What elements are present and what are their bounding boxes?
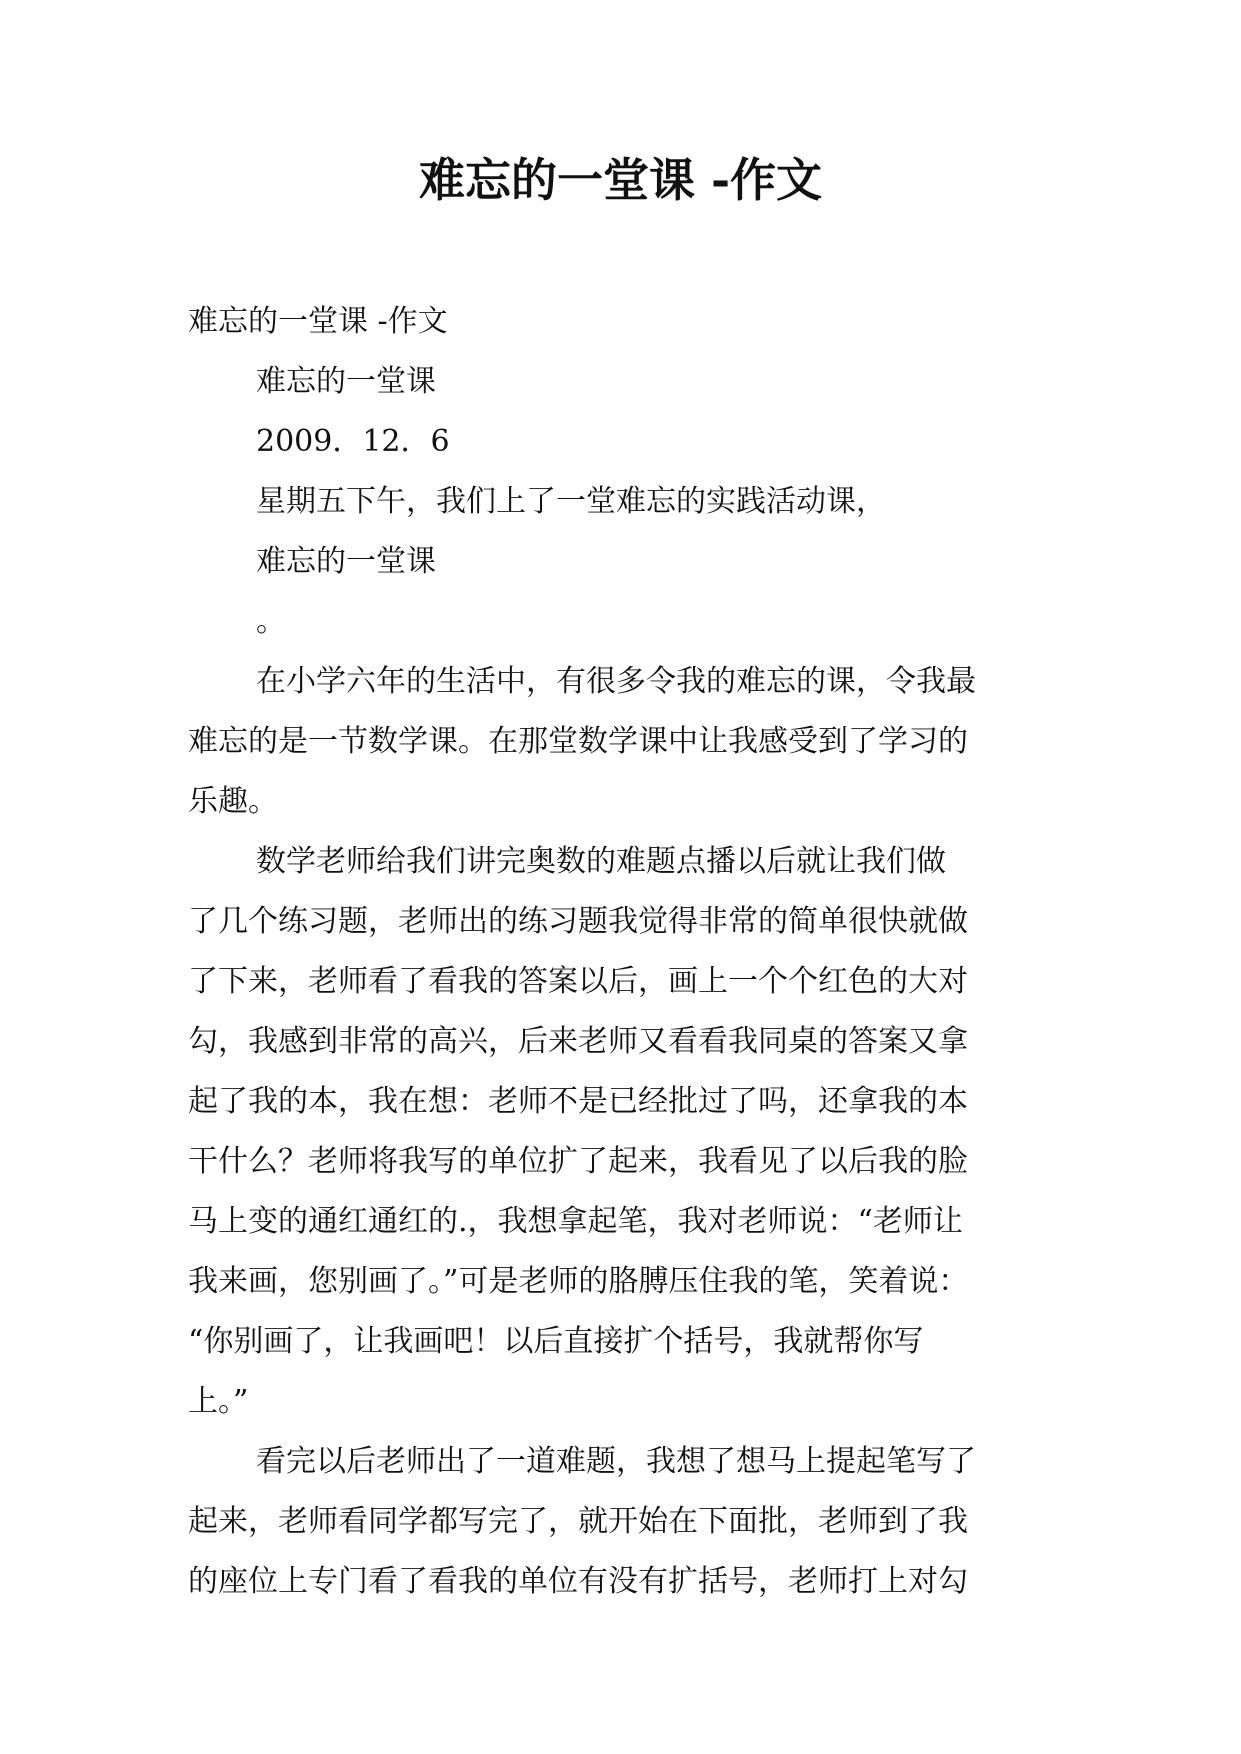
paragraph-1-line: 难忘的是一节数学课。在那堂数学课中让我感受到了学习的: [188, 724, 968, 759]
paragraph-2-line: 上。”: [188, 1384, 249, 1419]
paragraph-1-line: 乐趣。: [188, 784, 278, 819]
paragraph-2-line: 干什么？老师将我写的单位扩了起来，我看见了以后我的脸: [188, 1144, 968, 1179]
document-body: [188, 292, 1088, 1612]
period-line: 。: [256, 604, 286, 639]
paragraph-3-line: 看完以后老师出了一道难题，我想了想马上提起笔写了: [256, 1444, 976, 1479]
date-line: 2009．12．6: [256, 424, 450, 459]
paragraph-2-line: 了下来，老师看了看我的答案以后，画上一个个红色的大对: [188, 964, 968, 999]
paragraph-2-line: 我来画，您别画了。”可是老师的胳膊压住我的笔，笑着说：: [188, 1264, 969, 1299]
subtitle-line: 难忘的一堂课: [256, 364, 436, 399]
page-title: 难忘的一堂课 -作文: [418, 153, 823, 207]
subtitle-repeat-line: 难忘的一堂课: [256, 544, 436, 579]
paragraph-2-line: 马上变的通红通红的.，我想拿起笔，我对老师说：“老师让: [188, 1204, 963, 1239]
paragraph-2-line: 起了我的本，我在想：老师不是已经批过了吗，还拿我的本: [188, 1084, 968, 1119]
header-line: 难忘的一堂课 -作文: [188, 304, 448, 339]
paragraph-2-line: “你别画了，让我画吧！以后直接扩个括号，我就帮你写: [188, 1324, 924, 1359]
paragraph-3-line: 的座位上专门看了看我的单位有没有扩括号，老师打上对勾: [188, 1564, 968, 1599]
paragraph-1-line: 在小学六年的生活中，有很多令我的难忘的课，令我最: [256, 664, 976, 699]
paragraph-2-line: 了几个练习题，老师出的练习题我觉得非常的简单很快就做: [188, 904, 968, 939]
intro-line: 星期五下午，我们上了一堂难忘的实践活动课，: [256, 484, 886, 519]
paragraph-2-line: 数学老师给我们讲完奥数的难题点播以后就让我们做: [256, 844, 946, 879]
paragraph-3-line: 起来，老师看同学都写完了，就开始在下面批，老师到了我: [188, 1504, 968, 1539]
paragraph-2-line: 勾，我感到非常的高兴，后来老师又看看我同桌的答案又拿: [188, 1024, 968, 1059]
